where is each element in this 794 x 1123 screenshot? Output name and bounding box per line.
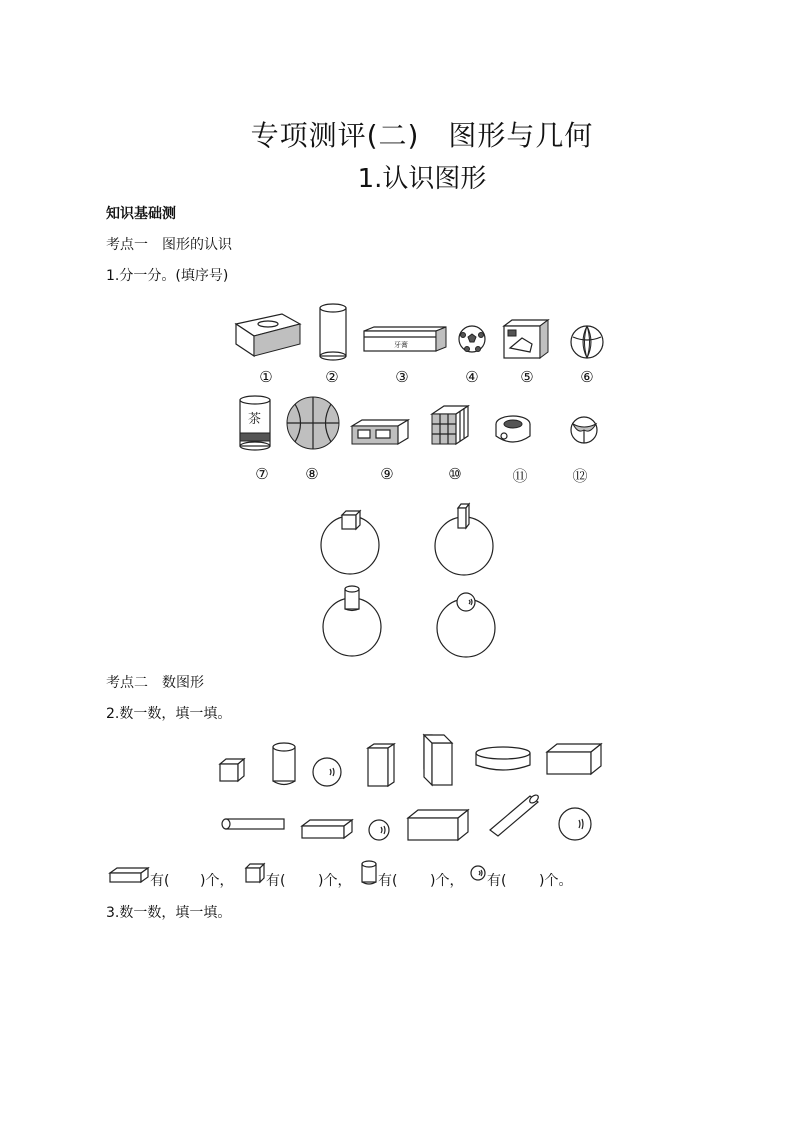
section-point2: 考点二 数图形 (106, 675, 204, 691)
cuboid-count-prefix: 有( (150, 873, 170, 889)
q2-sphere-2 (368, 819, 392, 843)
q2-cuboid-flat (300, 818, 354, 840)
legend-cuboid-icon (108, 866, 150, 884)
sort-circle-cylinder (322, 583, 386, 659)
toothpaste-label: 牙膏 (394, 341, 408, 349)
legend-cylinder-icon (360, 860, 378, 886)
tissue-box-image (232, 310, 304, 360)
tea-can-image (238, 395, 274, 451)
q2-cube-1 (218, 757, 246, 783)
sharpener-image (494, 414, 534, 446)
cuboid-count-suffix: )个， (200, 873, 234, 889)
q2-cylinder-1 (271, 742, 297, 786)
page-title: 专项测评(二) 图形与几何 (250, 119, 594, 152)
pencil-box-image (350, 418, 412, 448)
q2-cylinder-long (220, 817, 288, 831)
q2-cuboid-tall-2 (422, 733, 456, 787)
question-2: 2.数一数，填一填。 (106, 706, 232, 722)
q2-cylinder-flat (474, 745, 534, 775)
sphere-count-suffix: )个。 (539, 873, 573, 889)
section-knowledge-test: 知识基础测 (106, 206, 176, 222)
label-9: ⑨ (380, 465, 394, 483)
label-10: ⑩ (448, 465, 462, 483)
cylinder-can-image (318, 302, 350, 362)
label-8: ⑧ (305, 465, 319, 483)
striped-ball-image (570, 325, 606, 361)
sort-circle-sphere (436, 590, 500, 660)
label-5: ⑤ (520, 368, 534, 386)
label-4: ④ (465, 368, 479, 386)
q2-sphere-3 (558, 807, 594, 843)
question-3: 3.数一数，填一填。 (106, 905, 232, 921)
volleyball-image (570, 416, 600, 446)
cube-count-prefix: 有( (266, 873, 286, 889)
label-2: ② (325, 368, 339, 386)
soccer-ball-image (458, 325, 488, 355)
q2-cuboid-big (545, 742, 603, 776)
q2-sphere-1 (312, 757, 344, 789)
q2-cuboid-tall-1 (366, 742, 396, 788)
sort-circle-cube (320, 505, 384, 577)
q2-cuboid-medium (406, 808, 470, 842)
label-1: ① (259, 368, 273, 386)
label-11: ⑪ (512, 467, 528, 485)
question-1: 1.分一分。(填序号) (106, 268, 229, 284)
toothpaste-box-image (362, 325, 448, 355)
q2-cylinder-diagonal (486, 792, 542, 838)
sort-circle-cuboid (434, 502, 498, 578)
page-subtitle: 1.认识图形 (357, 164, 487, 194)
label-7: ⑦ (255, 465, 269, 483)
rubiks-cube-image (430, 404, 470, 448)
section-point1: 考点一 图形的认识 (106, 237, 232, 253)
legend-sphere-icon (470, 865, 488, 883)
label-12: ⑫ (572, 467, 588, 485)
label-6: ⑥ (580, 368, 594, 386)
tea-label: 茶 (248, 412, 262, 427)
cylinder-count-suffix: )个， (430, 873, 464, 889)
legend-cube-icon (244, 862, 266, 884)
basketball-image (286, 396, 342, 452)
sphere-count-prefix: 有( (487, 873, 507, 889)
cube-box-image (502, 318, 550, 360)
cylinder-count-prefix: 有( (378, 873, 398, 889)
label-3: ③ (395, 368, 409, 386)
cube-count-suffix: )个， (318, 873, 352, 889)
